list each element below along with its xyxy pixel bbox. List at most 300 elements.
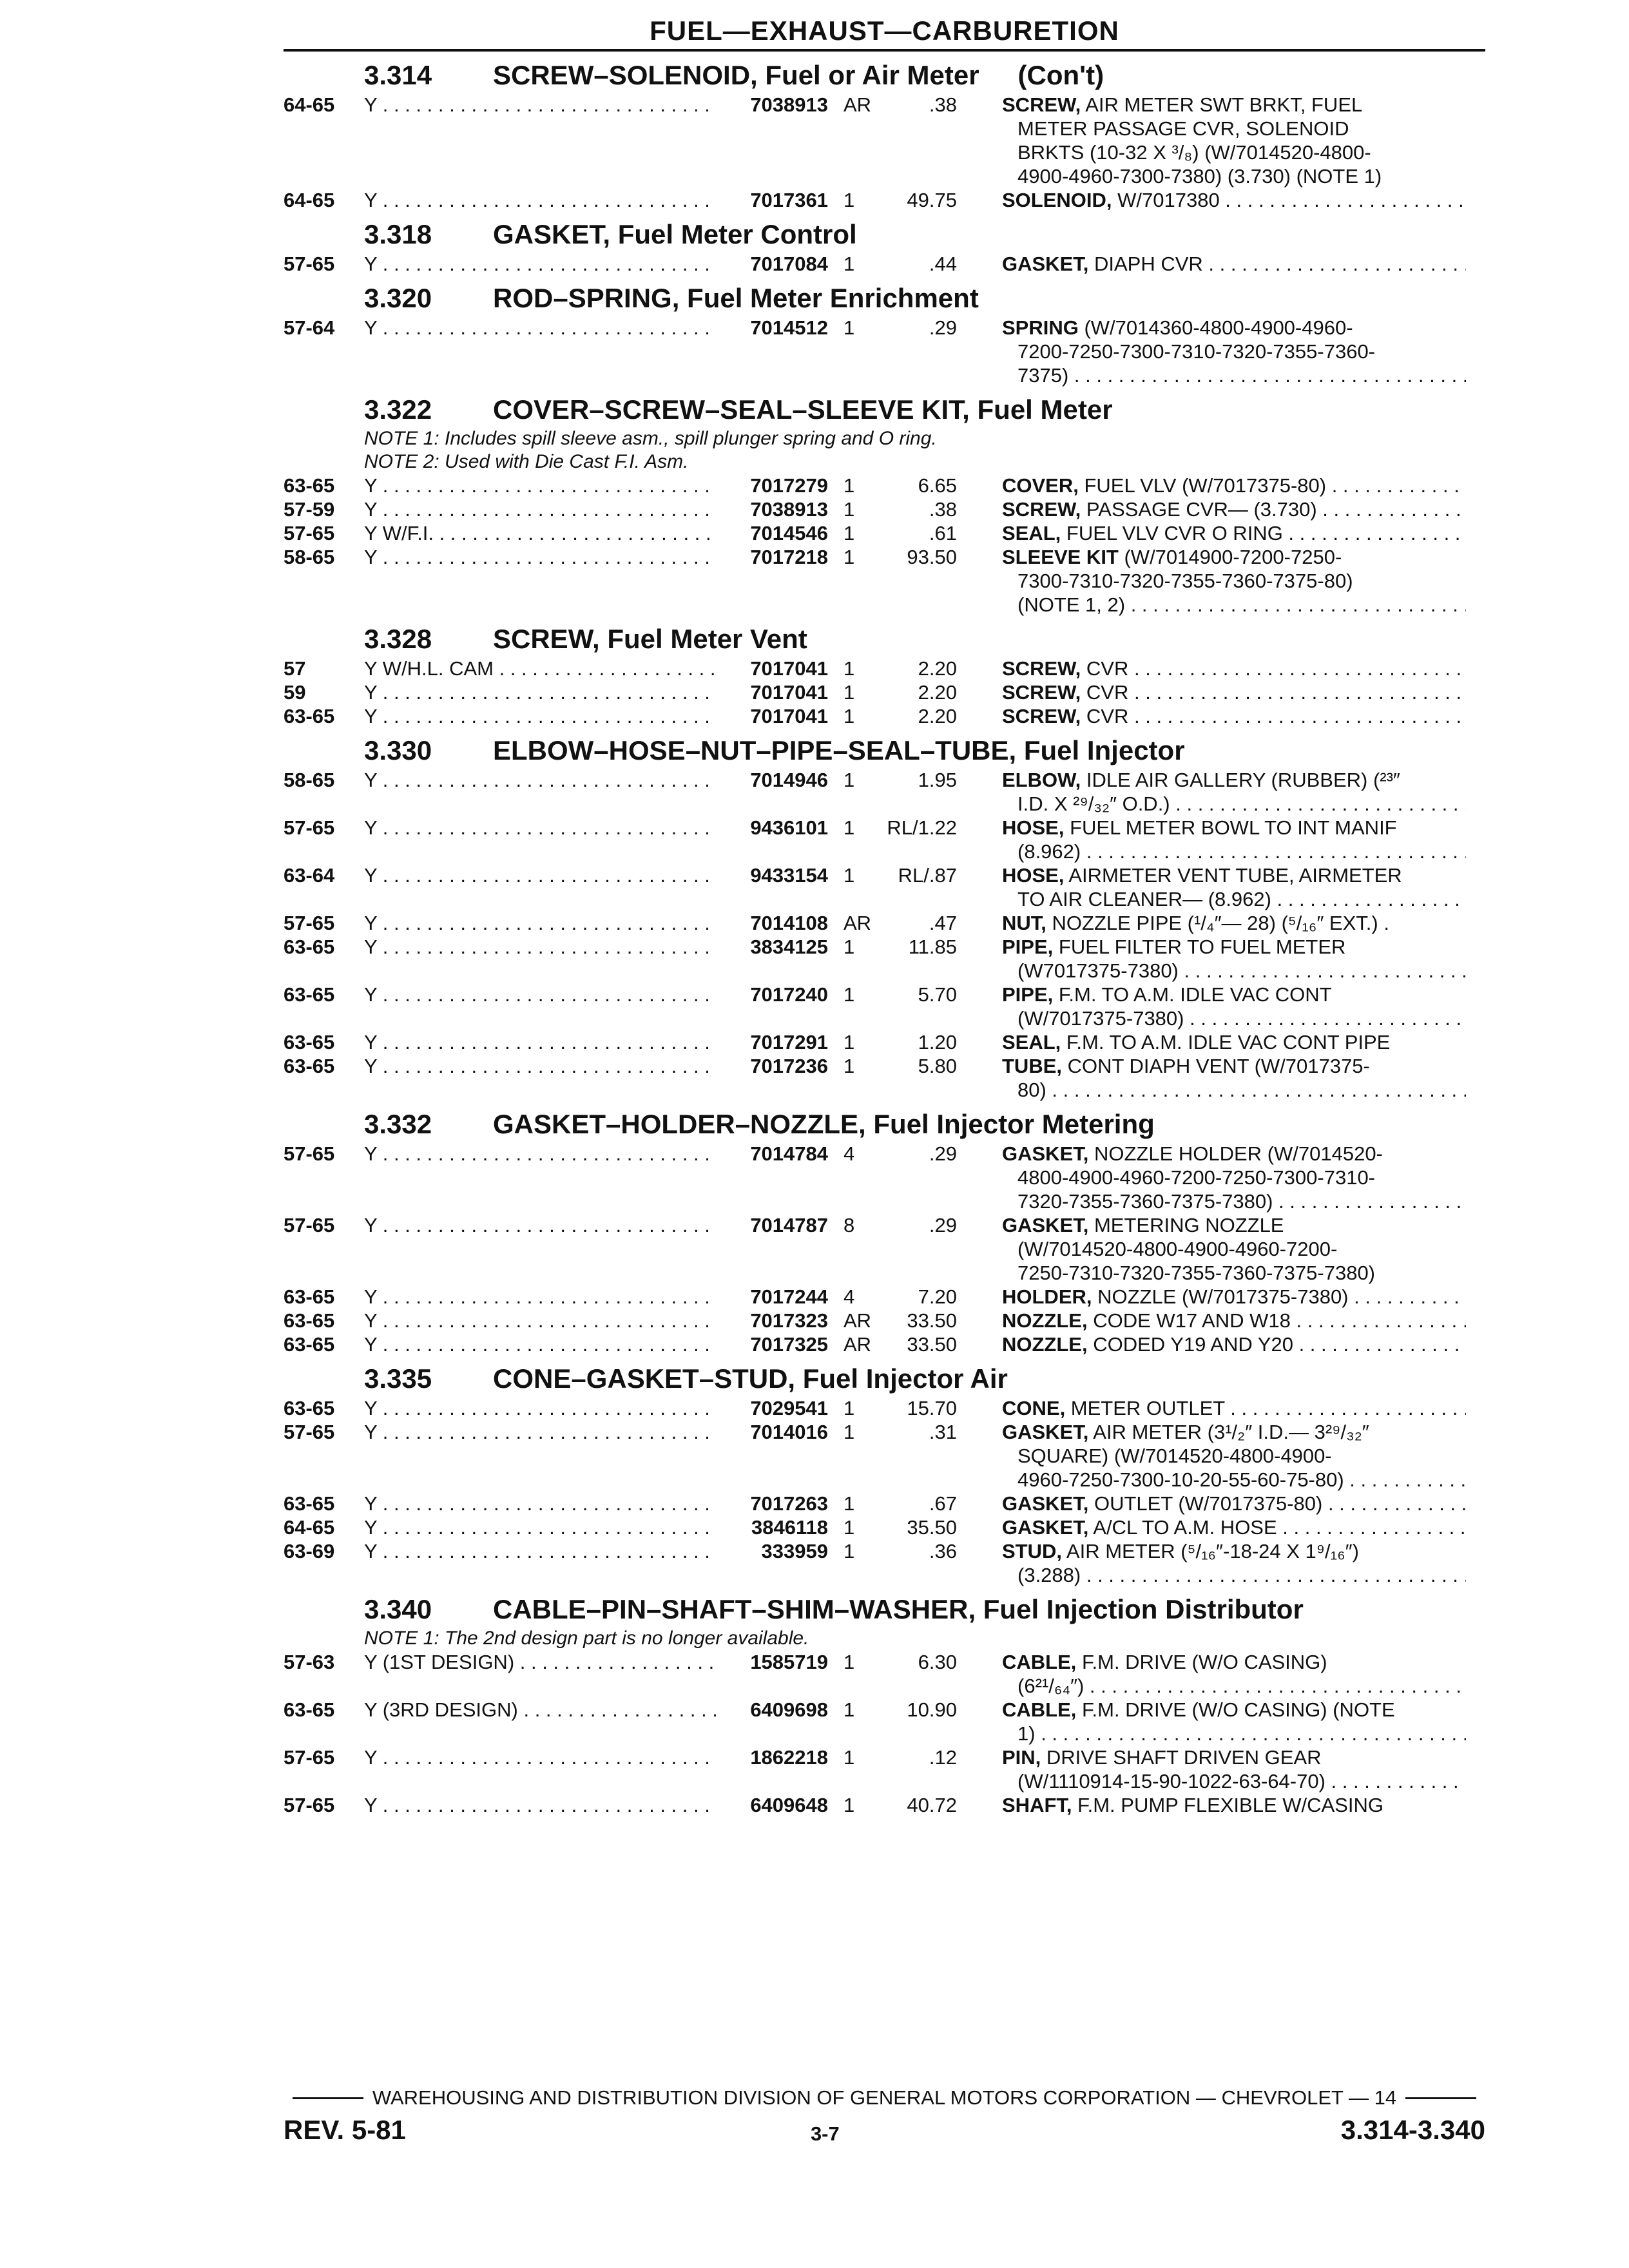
description-text: DIAPH CVR [1088,253,1203,275]
price: .12 [929,1746,957,1769]
quantity: 4 [843,1142,855,1165]
description-line [1002,1492,1466,1515]
model-years: 58-65 [284,769,335,791]
description-line [1002,1142,1466,1166]
description-line [1002,935,1466,959]
application [364,911,717,935]
quantity: 1 [843,189,855,211]
price: .67 [929,1492,957,1515]
description-keyword: NOZZLE, [1002,1309,1088,1332]
part-number: 6409648 [750,1794,828,1816]
page-footer [284,2086,1485,2146]
part-row [284,1793,1485,1817]
part-row [284,188,1485,212]
description-line: 7300-7310-7320-7355-7360-7375-80) [1017,570,1353,592]
application-text: Y . . . [364,252,717,276]
price: 35.50 [907,1516,957,1539]
quantity: 1 [843,1516,855,1539]
price: RL/.87 [898,864,957,887]
description [1002,1539,1466,1587]
description-line [1002,188,1466,212]
description-line: SQUARE) (W/7014520-4800-4900- [1017,1445,1332,1467]
description-keyword: SCREW, [1002,93,1081,116]
page-title: FUEL—EXHAUST—CARBURETION [650,15,1119,46]
description [1002,521,1466,545]
quantity: 8 [843,1214,855,1236]
description-text: CODE W17 AND W18 [1087,1309,1291,1332]
model-years: 63-69 [284,1540,335,1562]
application [364,1142,717,1166]
description-line [1002,1396,1466,1420]
description-text: W/7017380 [1112,189,1220,211]
part-number: 7017244 [750,1285,828,1308]
price: 5.70 [918,983,957,1006]
description [1002,1698,1466,1745]
description-line [1002,545,1466,569]
application-text: Y . . . [364,1515,717,1539]
part-number: 333959 [761,1540,828,1562]
description-keyword: CABLE, [1002,1698,1077,1721]
quantity: 1 [843,1746,855,1769]
description-line: (6²¹/₆₄″) . . . [1002,1674,1466,1698]
application-text: Y . . . [364,1030,717,1054]
section-name: GASKET–HOLDER–NOZZLE, Fuel Injector Metering [493,1109,1155,1139]
description-line: (W/7014520-4800-4900-4960-7200- [1017,1238,1338,1260]
price: .38 [929,498,957,521]
description-text: CVR [1081,681,1129,704]
quantity: 1 [843,1055,855,1077]
part-row [284,316,1485,387]
description-keyword: SHAFT, [1002,1794,1072,1816]
part-row [284,680,1485,704]
description-keyword: ELBOW, [1002,769,1081,791]
price: 33.50 [907,1309,957,1332]
description-text: AIR METER SWT BRKT, FUEL [1081,93,1363,116]
description-keyword: TUBE, [1002,1055,1062,1077]
application [364,316,717,340]
part-row [284,863,1485,911]
section-name: CABLE–PIN–SHAFT–SHIM–WASHER, Fuel Injection Distributor [493,1594,1304,1624]
part-number: 7017041 [750,681,828,704]
description-keyword: GASKET, [1002,1516,1089,1539]
application [364,93,717,117]
description-text: F.M. DRIVE (W/O CASING) [1076,1651,1327,1673]
description-line [1002,1745,1466,1769]
section-title [284,281,1485,316]
description-line [1002,93,1466,117]
section-range: 3.314-3.340 [1340,2115,1485,2145]
application-text: Y W/H.L. CAM . . . [364,657,717,680]
quantity: 4 [843,1285,855,1308]
section-name: ROD–SPRING, Fuel Meter Enrichment [493,283,979,313]
description-line: 4900-4960-7300-7380) (3.730) (NOTE 1) [1017,165,1382,187]
description-text: AIR METER (⁵/₁₆″-18-24 X 1⁹/₁₆″) [1062,1540,1359,1562]
application-text: Y . . . [364,1285,717,1309]
application-text: Y . . . [364,1745,717,1769]
section-note: NOTE 1: The 2nd design part is no longer available. [364,1628,809,1649]
part-number: 7014512 [750,316,828,339]
price: .36 [929,1540,957,1562]
description-text: F.M. TO A.M. IDLE VAC CONT [1053,983,1332,1006]
section-title [284,622,1485,657]
application [364,1515,717,1539]
description [1002,1142,1466,1213]
description-line [1002,1539,1466,1563]
part-number: 7017291 [750,1031,828,1053]
model-years: 63-65 [284,1492,335,1515]
application-text: Y . . . [364,1142,717,1166]
section-number: 3.335 [364,1363,432,1394]
price: .29 [929,316,957,339]
section-note: NOTE 2: Used with Die Cast F.I. Asm. [364,451,689,472]
part-number: 7017218 [750,546,828,568]
description-line: 7200-7250-7300-7310-7320-7355-7360- [1017,340,1376,363]
model-years: 59 [284,681,306,704]
description [1002,1396,1466,1420]
quantity: 1 [843,253,855,275]
footer-division: WAREHOUSING AND DISTRIBUTION DIVISION OF GENERAL MOTORS CORPORATION — CHEVROLET — 14 [372,2086,1397,2109]
description-text: (W/7014900-7200-7250- [1118,546,1342,568]
part-number: 7017263 [750,1492,828,1515]
model-years: 58-65 [284,546,335,568]
description-line: 7375) . . . [1002,363,1466,387]
model-years: 64-65 [284,93,335,116]
description-text: DRIVE SHAFT DRIVEN GEAR [1041,1746,1322,1769]
description-line [1002,474,1466,497]
part-row [284,1420,1485,1492]
application-text: Y (1ST DESIGN) . . . [364,1650,717,1674]
quantity: 1 [843,546,855,568]
description [1002,1650,1466,1698]
description-keyword: SCREW, [1002,681,1081,704]
part-number: 3846118 [751,1516,828,1539]
price: 2.20 [918,681,957,704]
application [364,863,717,887]
model-years: 63-65 [284,936,335,958]
quantity: 1 [843,769,855,791]
description-line [1002,704,1466,728]
quantity: 1 [843,1794,855,1816]
description [1002,863,1466,911]
model-years: 63-65 [284,1698,335,1721]
part-row [284,1332,1485,1356]
section-title [284,1592,1485,1627]
application [364,1054,717,1078]
application [364,768,717,792]
revision-label: REV. 5-81 [284,2115,406,2145]
description-keyword: SPRING [1002,316,1079,339]
application [364,1309,717,1332]
quantity: 1 [843,864,855,887]
part-row [284,1650,1485,1698]
application-text: Y . . . [364,863,717,887]
description-keyword: PIPE, [1002,936,1054,958]
application [364,983,717,1006]
application-text: Y . . . [364,93,717,117]
description-keyword: SCREW, [1002,498,1081,521]
part-row [284,1515,1485,1539]
application-text: Y . . . [364,1420,717,1444]
description-keyword: NUT, [1002,912,1046,934]
description-text: (W/7014360-4800-4900-4960- [1078,316,1353,339]
description-text: OUTLET (W/7017375-80) [1088,1492,1323,1515]
application-text: Y . . . [364,983,717,1006]
description-keyword: NOZZLE, [1002,1333,1088,1356]
price: 6.65 [918,474,957,497]
application-text: Y W/F.I. . . . [364,521,717,545]
model-years: 57-65 [284,1746,335,1769]
application [364,1396,717,1420]
description-text: A/CL TO A.M. HOSE [1088,1516,1277,1539]
description-line [1002,1420,1466,1444]
description-line [1002,1650,1466,1674]
application [364,704,717,728]
description [1002,768,1466,816]
quantity: 1 [843,1540,855,1562]
description-line [1002,816,1466,840]
description-line: 4800-4900-4960-7200-7250-7300-7310- [1017,1166,1376,1189]
part-number: 7017236 [750,1055,828,1077]
application [364,1698,717,1722]
quantity: 1 [843,474,855,497]
application-text: Y . . . [364,1396,717,1420]
description-text: AIR METER (3¹/₂″ I.D.— 3²⁹/₃₂″ [1088,1421,1369,1443]
parts-sections [284,58,1485,1817]
quantity: 1 [843,816,855,839]
section-title [284,733,1485,768]
application [364,545,717,569]
description [1002,545,1466,617]
model-years: 57-65 [284,1142,335,1165]
model-years: 57 [284,657,306,680]
description-line [1002,1332,1466,1356]
application [364,474,717,497]
section-number: 3.318 [364,219,432,249]
part-number: 7017240 [750,983,828,1006]
description [1002,1030,1466,1054]
part-row [284,1539,1485,1587]
part-number: 7014108 [750,912,828,934]
footer-bottom [284,2113,1485,2146]
part-row [284,704,1485,728]
description [1002,93,1466,188]
application-text: Y . . . [364,911,717,935]
description-line: 80) . . . [1002,1078,1466,1102]
description [1002,497,1466,521]
application [364,1539,717,1563]
page-number: 3-7 [810,2122,840,2145]
section-number: 3.328 [364,624,432,654]
application [364,1793,717,1817]
section-name: CONE–GASKET–STUD, Fuel Injector Air [493,1363,1008,1394]
description-line [1002,657,1466,680]
price: .38 [929,93,957,116]
quantity: AR [843,1333,872,1356]
description-text: F.M. PUMP FLEXIBLE W/CASING [1072,1794,1383,1816]
description-line [1002,768,1466,792]
application-text: Y . . . [364,316,717,340]
section-number: 3.320 [364,283,432,313]
description-line: 7250-7310-7320-7355-7360-7375-7380) [1017,1262,1376,1284]
application-text: Y . . . [364,816,717,840]
model-years: 63-65 [284,1055,335,1077]
part-row [284,983,1485,1030]
application [364,657,717,680]
application-text: Y . . . [364,497,717,521]
quantity: 1 [843,1421,855,1443]
application [364,521,717,545]
part-number: 7017279 [750,474,828,497]
quantity: AR [843,93,872,116]
section-number: 3.322 [364,394,432,425]
description-keyword: SEAL, [1002,522,1061,544]
application-text: Y . . . [364,1492,717,1515]
part-row [284,545,1485,617]
price: 40.72 [907,1794,957,1816]
description [1002,816,1466,863]
description-keyword: SCREW, [1002,657,1081,680]
section-title [284,1107,1485,1142]
application-text: Y . . . [364,1309,717,1332]
description-line: (NOTE 1, 2) . . . [1002,593,1466,617]
section-title [284,392,1485,427]
description-line [1002,1054,1466,1078]
description-text: PASSAGE CVR— (3.730) [1081,498,1317,521]
model-years: 57-64 [284,316,335,339]
model-years: 64-65 [284,1516,335,1539]
price: 11.85 [908,936,957,958]
description-text: CONT DIAPH VENT (W/7017375- [1062,1055,1370,1077]
description-keyword: COVER, [1002,474,1079,497]
price: 1.20 [918,1031,957,1053]
quantity: 1 [843,1651,855,1673]
part-row [284,497,1485,521]
description-line [1002,1285,1466,1309]
part-row [284,816,1485,863]
part-row [284,935,1485,983]
section-number: 3.330 [364,735,432,765]
description-text: NOZZLE HOLDER (W/7014520- [1088,1142,1383,1165]
price: 49.75 [907,189,957,211]
description-line [1002,1030,1466,1054]
application [364,1332,717,1356]
part-number: 9433154 [750,864,828,887]
description-line: METER PASSAGE CVR, SOLENOID [1017,117,1349,140]
description-keyword: PIPE, [1002,983,1054,1006]
description-keyword: SOLENOID, [1002,189,1112,211]
description-line: 1) . . . [1002,1722,1466,1745]
part-row [284,1745,1485,1793]
description [1002,1332,1466,1356]
description [1002,1515,1466,1539]
description-text: METER OUTLET [1065,1397,1225,1419]
part-number: 7017361 [750,189,828,211]
description [1002,1213,1466,1285]
description-text: CVR [1081,705,1129,727]
description-line [1002,1698,1466,1722]
part-number: 1862218 [750,1746,828,1769]
description-line: (8.962) . . . [1002,840,1466,863]
description-line [1002,521,1466,545]
price: 33.50 [907,1333,957,1356]
part-row [284,252,1485,276]
description-text: NOZZLE PIPE (¹/₄″— 28) (⁵/₁₆″ EXT.) . [1046,912,1389,934]
description-text: F.M. DRIVE (W/O CASING) (NOTE [1076,1698,1395,1721]
part-number: 7017323 [750,1309,828,1332]
description-keyword: GASKET, [1002,1214,1089,1236]
quantity: 1 [843,522,855,544]
model-years: 57-65 [284,1421,335,1443]
part-number: 7014946 [750,769,828,791]
model-years: 63-65 [284,1309,335,1332]
quantity: 1 [843,705,855,727]
quantity: 1 [843,1492,855,1515]
description-line [1002,1213,1466,1237]
price: 5.80 [918,1055,957,1077]
description [1002,252,1466,276]
price: .29 [929,1142,957,1165]
section-note: NOTE 1: Includes spill sleeve asm., spill plunger spring and O ring. [364,428,937,449]
description [1002,935,1466,983]
price: 10.90 [907,1698,957,1721]
description-line: 7320-7355-7360-7375-7380) . . . [1002,1189,1466,1213]
model-years: 57-65 [284,522,335,544]
section-number: 3.314 [364,60,432,90]
description-line: 4960-7250-7300-10-20-55-60-75-80) . . . [1002,1468,1466,1492]
part-row [284,521,1485,545]
description-text: F.M. TO A.M. IDLE VAC CONT PIPE [1061,1031,1391,1053]
description-line: I.D. X ²⁹/₃₂″ O.D.) . . . [1002,792,1466,816]
description-text: CODED Y19 AND Y20 [1087,1333,1293,1356]
description-keyword: CABLE, [1002,1651,1077,1673]
application-text: Y . . . [364,935,717,959]
application [364,1650,717,1674]
application-text: Y . . . [364,474,717,497]
description-line [1002,1515,1466,1539]
part-number: 7014787 [750,1214,828,1236]
section-name: SCREW, Fuel Meter Vent [493,624,807,654]
description-text: FUEL METER BOWL TO INT MANIF [1064,816,1397,839]
price: 2.20 [918,657,957,680]
price: .61 [929,522,957,544]
description [1002,1285,1466,1309]
price: 2.20 [918,705,957,727]
part-number: 9436101 [750,816,828,839]
part-row [284,768,1485,816]
quantity: 1 [843,983,855,1006]
description-keyword: PIN, [1002,1746,1041,1769]
part-number: 7038913 [750,498,828,521]
description-line: (3.288) . . . [1002,1563,1466,1587]
model-years: 64-65 [284,189,335,211]
quantity: AR [843,1309,872,1332]
price: .31 [929,1421,957,1443]
description-line [1002,863,1466,887]
part-number: 7014016 [750,1421,828,1443]
part-row [284,1054,1485,1102]
part-number: 3834125 [750,936,828,958]
description-line [1002,680,1466,704]
price: 6.30 [918,1651,957,1673]
part-row [284,1142,1485,1213]
application-text: Y . . . [364,1793,717,1817]
description [1002,474,1466,497]
description-keyword: STUD, [1002,1540,1062,1562]
part-row [284,1213,1485,1285]
section-continued: (Con't) [1017,60,1104,90]
description [1002,1420,1466,1492]
description-line: (W/7017375-7380) . . . [1002,1006,1466,1030]
